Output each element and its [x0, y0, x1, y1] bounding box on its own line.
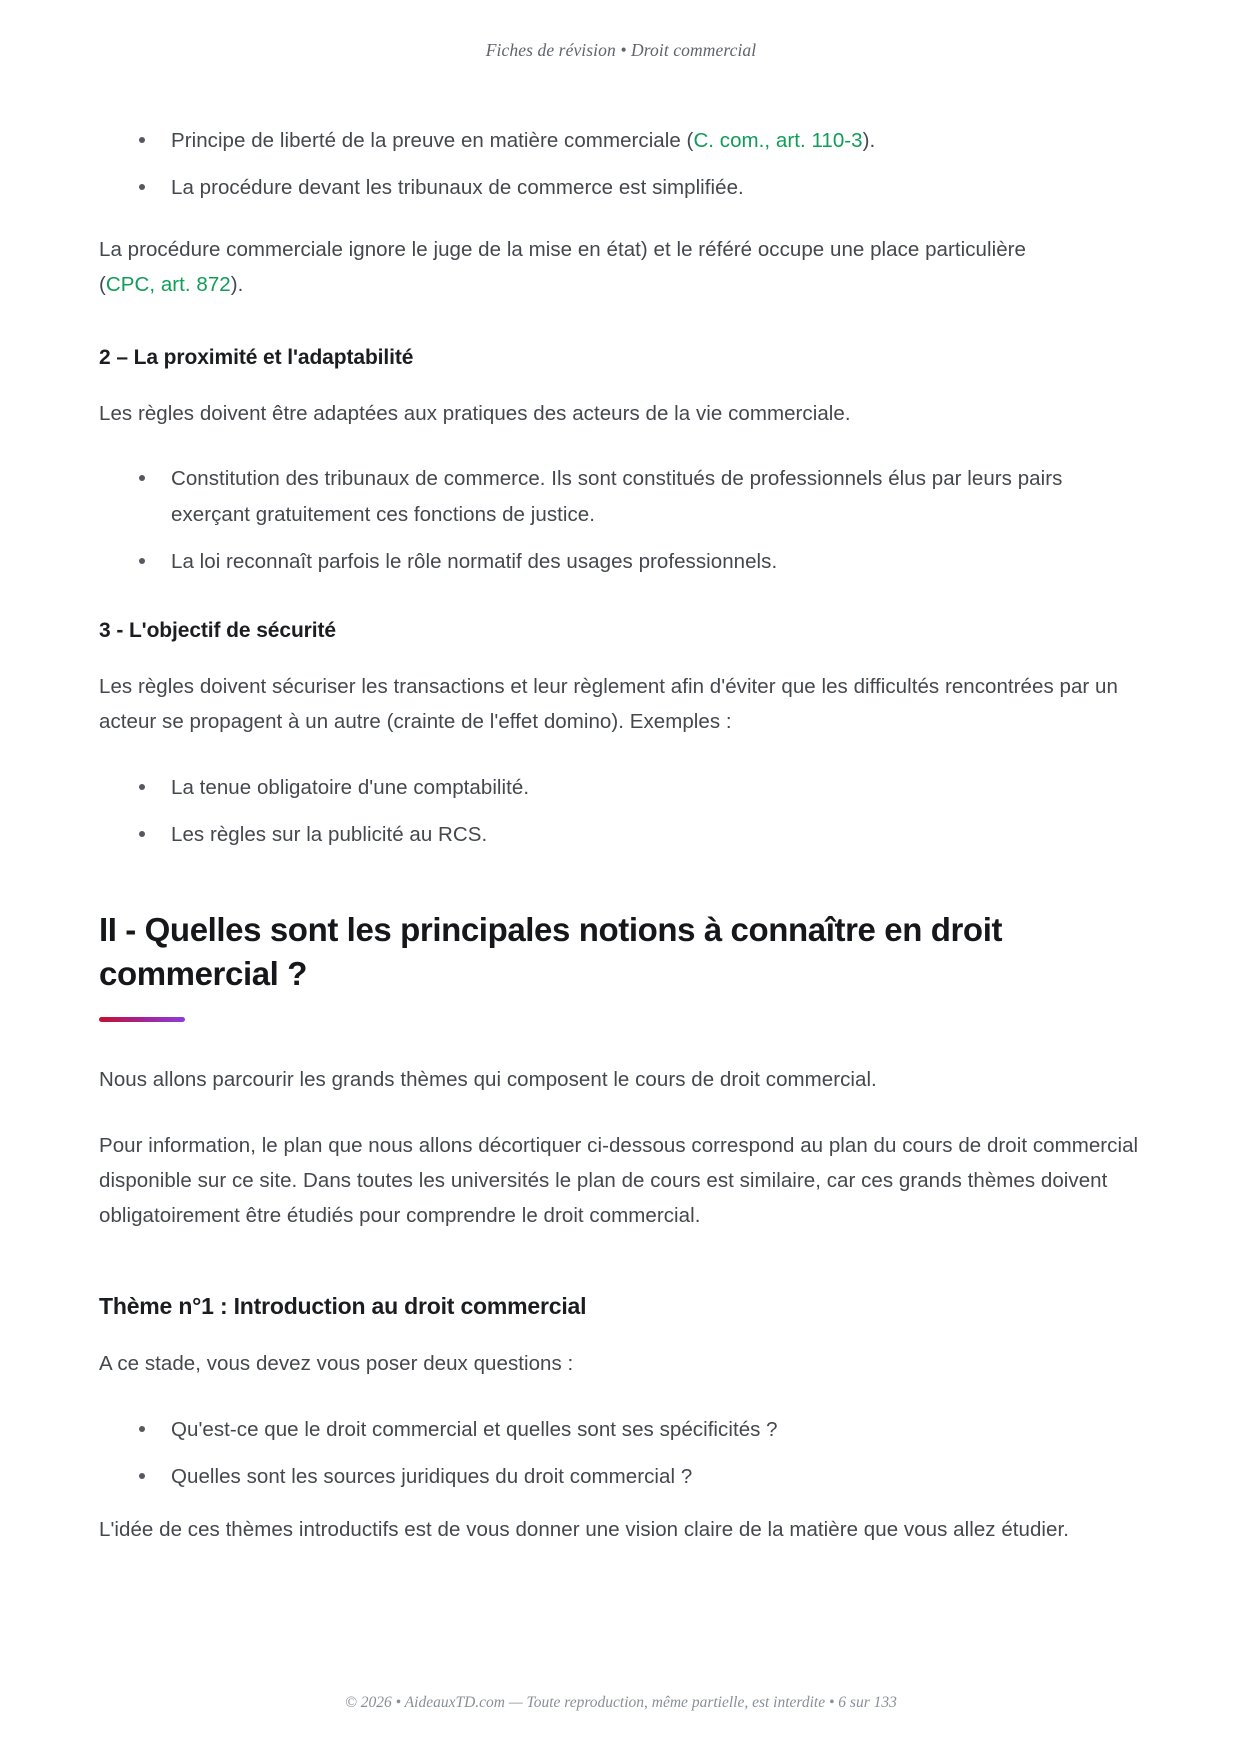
chapter-heading: II - Quelles sont les principales notions à connaître en droit commercial ?	[99, 911, 1003, 993]
section-2-bullet-list	[99, 461, 1142, 579]
list-item: Constitution des tribunaux de commerce. Ils sont constitués de professionnels élus par leurs pairs exerçant gratuitement ces fonctions de justice.	[135, 461, 1142, 532]
document-content	[0, 123, 1242, 1694]
list-item: Qu'est-ce que le droit commercial et quelles sont ses spécificités ?	[135, 1412, 1142, 1447]
section-3-heading: 3 - L'objectif de sécurité	[99, 619, 336, 642]
list-item: La tenue obligatoire d'une comptabilité.	[135, 770, 1142, 805]
list-item: La loi reconnaît parfois le rôle normatif des usages professionnels.	[135, 544, 1142, 579]
paragraph-text-before: La procédure commerciale ignore le juge de la mise en état) et le référé occupe une place particulière (	[99, 237, 1026, 296]
bullet-text-after: ).	[862, 129, 876, 152]
section-2-paragraph: Les règles doivent être adaptées aux pratiques des acteurs de la vie commerciale.	[99, 402, 851, 425]
theme-1-closing-paragraph: L'idée de ces thèmes introductifs est de vous donner une vision claire de la matière que vous allez étudier.	[99, 1518, 1069, 1542]
section-3-bullet-list	[99, 770, 1142, 853]
intro-paragraph	[99, 232, 1142, 303]
theme-1-bullet-list	[99, 1412, 1142, 1495]
legal-citation-link[interactable]: C. com., art. 110-3	[693, 129, 863, 152]
list-item: Quelles sont les sources juridiques du droit commercial ?	[135, 1459, 1142, 1494]
bullet-text-before: Principe de liberté de la preuve en matière commerciale (	[171, 129, 694, 152]
page-footer: © 2026 • AideauxTD.com — Toute reproduction, même partielle, est interdite • 6 sur 133	[345, 1694, 897, 1711]
paragraph-text-after: ).	[230, 272, 244, 296]
bullet-text-before: La procédure devant les tribunaux de commerce est simplifiée.	[171, 176, 744, 200]
list-item	[135, 170, 1142, 205]
top-bullet-list	[99, 123, 1142, 206]
chapter-paragraph-1: Nous allons parcourir les grands thèmes qui composent le cours de droit commercial.	[99, 1068, 877, 1092]
section-2-heading: 2 – La proximité et l'adaptabilité	[99, 346, 414, 369]
chapter-paragraph-2: Pour information, le plan que nous allons décortiquer ci-dessous correspond au plan du cours de droit commercial disponible sur ce site. Dans toutes les universités le plan de cours est similaire, car ces grands thèmes doivent obligatoirement être étudiés pour comprendre le droit commercial.	[99, 1133, 1139, 1228]
legal-citation-link[interactable]: CPC, art. 872	[105, 272, 231, 296]
running-header: Fiches de révision • Droit commercial	[485, 40, 757, 60]
theme-1-paragraph: A ce stade, vous devez vous poser deux questions :	[99, 1352, 574, 1376]
theme-1-heading: Thème n°1 : Introduction au droit commercial	[99, 1293, 587, 1320]
list-item: Les règles sur la publicité au RCS.	[135, 817, 1142, 852]
section-3-paragraph: Les règles doivent sécuriser les transactions et leur règlement afin d'éviter que les difficultés rencontrées par un acteur se propagent à un autre (crainte de l'effet domino). Exemples :	[99, 675, 1118, 734]
list-item	[135, 123, 1142, 158]
